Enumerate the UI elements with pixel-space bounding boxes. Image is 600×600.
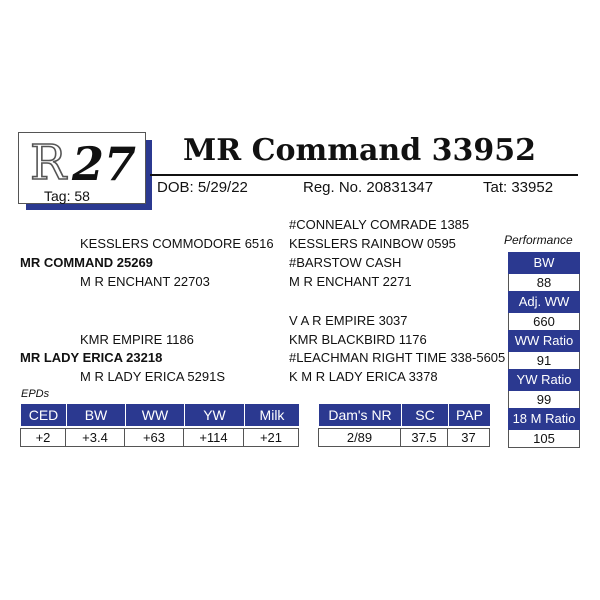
perf-adj-ww-value: 660 — [508, 313, 580, 330]
perf-18m-ratio-label: 18 M Ratio — [508, 408, 580, 430]
pedigree-dam-dam-dam: K M R LADY ERICA 3378 — [289, 369, 438, 384]
pedigree-dam-sire-sire: V A R EMPIRE 3037 — [289, 313, 408, 328]
epd-value-bw: +3.4 — [65, 428, 125, 447]
pedigree-dam-dam: M R LADY ERICA 5291S — [80, 369, 225, 384]
epd-value-ww: +63 — [124, 428, 184, 447]
title-divider — [150, 174, 578, 176]
registration-number: Reg. No. 20831347 — [303, 179, 434, 196]
pedigree-sire: MR COMMAND 25269 — [20, 255, 153, 270]
perf-bw-value: 88 — [508, 274, 580, 291]
dam-nr-header: Dam's NR — [318, 404, 401, 426]
perf-ww-ratio-label: WW Ratio — [508, 330, 580, 352]
epds-label: EPDs — [21, 388, 50, 400]
pap-value: 37 — [447, 428, 490, 447]
tattoo: Tat: 33952 — [483, 179, 554, 196]
perf-yw-ratio-label: YW Ratio — [508, 369, 580, 391]
pedigree-sire-sire-dam: KESSLERS RAINBOW 0595 — [289, 236, 456, 251]
epd-header-yw: YW — [184, 404, 244, 426]
pap-header: PAP — [448, 404, 490, 426]
pedigree-sire-sire-sire: #CONNEALY COMRADE 1385 — [289, 217, 470, 232]
perf-yw-ratio-value: 99 — [508, 391, 580, 408]
tag-number: Tag: 58 — [44, 188, 90, 204]
pedigree-dam-dam-sire: #LEACHMAN RIGHT TIME 338-5605 — [289, 350, 506, 365]
perf-bw-label: BW — [508, 252, 580, 274]
pedigree-sire-sire: KESSLERS COMMODORE 6516 — [80, 236, 274, 251]
pedigree-dam-sire-dam: KMR BLACKBIRD 1176 — [289, 332, 427, 347]
pedigree-sire-dam-dam: M R ENCHANT 2271 — [289, 274, 412, 289]
pedigree-sire-dam-sire: #BARSTOW CASH — [289, 255, 402, 270]
epd-header-bw: BW — [66, 404, 125, 426]
lot-number: 27 — [72, 137, 137, 191]
epd-value-ced: +2 — [20, 428, 66, 447]
epd-header-milk: Milk — [244, 404, 299, 426]
ranch-logo-icon: R — [30, 135, 67, 191]
pedigree-dam-sire: KMR EMPIRE 1186 — [80, 332, 194, 347]
animal-name: MR Command 33952 — [183, 133, 536, 168]
epd-header-ww: WW — [125, 404, 184, 426]
epd-header-ced: CED — [20, 404, 66, 426]
perf-18m-ratio-value: 105 — [508, 430, 580, 448]
date-of-birth: DOB: 5/29/22 — [157, 179, 248, 196]
performance-label: Performance — [504, 233, 573, 247]
dam-nr-value: 2/89 — [318, 428, 401, 447]
sc-value: 37.5 — [400, 428, 448, 447]
pedigree-dam: MR LADY ERICA 23218 — [20, 350, 163, 365]
epd-value-yw: +114 — [183, 428, 244, 447]
perf-adj-ww-label: Adj. WW — [508, 291, 580, 313]
pedigree-sire-dam: M R ENCHANT 22703 — [80, 274, 210, 289]
sc-header: SC — [401, 404, 448, 426]
perf-ww-ratio-value: 91 — [508, 352, 580, 369]
epd-value-milk: +21 — [243, 428, 299, 447]
